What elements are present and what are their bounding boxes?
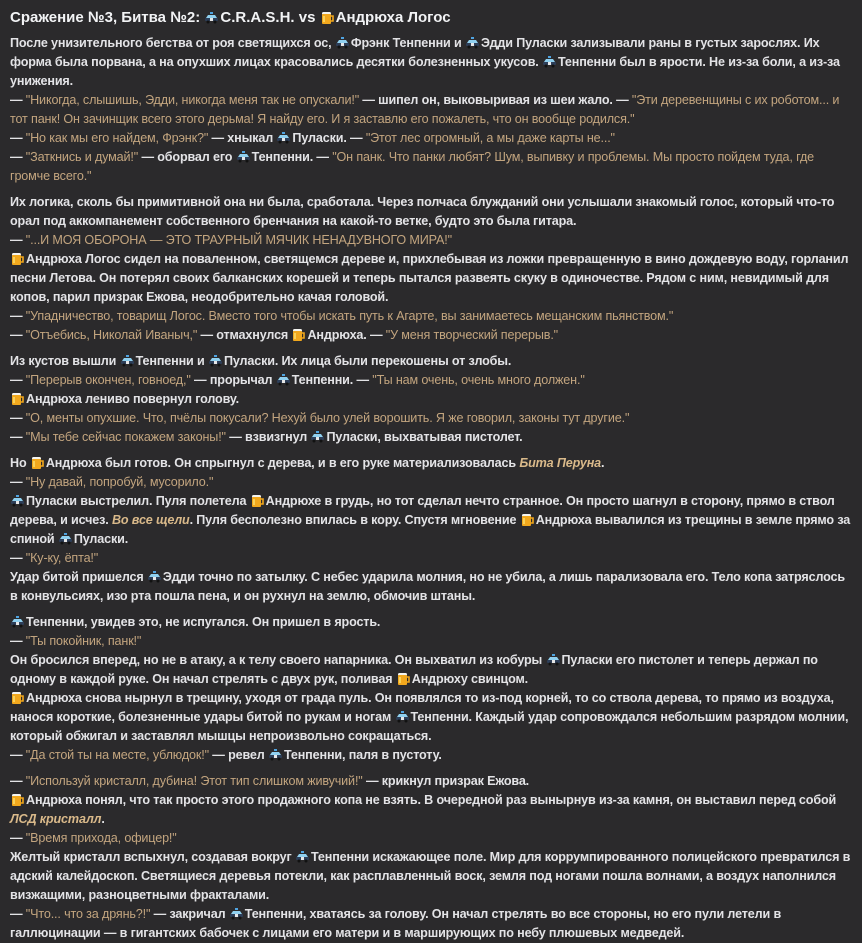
dialogue-quote: "Время прихода, офицер!" bbox=[25, 831, 177, 845]
narration-text: Эдди Пуласки зализывали раны в густых зарослях. Их форма была порвана, а на опухших лицах красовались десятки болезненных укусов. bbox=[10, 36, 820, 69]
story-line bbox=[10, 231, 852, 250]
item-name: Бита Перуна bbox=[519, 456, 602, 470]
story-body bbox=[10, 34, 852, 943]
story-line bbox=[10, 651, 852, 689]
narration-text: Тенпенни. — bbox=[291, 373, 373, 387]
police-car-icon bbox=[335, 36, 350, 49]
story-line bbox=[10, 905, 852, 943]
story-line bbox=[10, 689, 852, 746]
story-line bbox=[10, 193, 852, 231]
story-line bbox=[10, 129, 852, 148]
story-line bbox=[10, 549, 852, 568]
dialogue-quote: "...И МОЯ ОБОРОНА — ЭТО ТРАУРНЫЙ МЯЧИК НЕНАДУВНОГО МИРА!" bbox=[25, 233, 452, 247]
dialogue-quote: "Ну давай, попробуй, мусорило." bbox=[25, 475, 214, 489]
narration-text: Он бросился вперед, но не в атаку, а к телу своего напарника. Он выхватил из кобуры bbox=[10, 653, 546, 667]
police-car-icon bbox=[295, 850, 310, 863]
police-car-icon bbox=[204, 11, 219, 24]
story-line bbox=[10, 454, 852, 473]
narration-text: — прорычал bbox=[190, 373, 276, 387]
dialogue-quote: "Мы тебе сейчас покажем законы!" bbox=[25, 430, 226, 444]
narration-text: Пуласки. — bbox=[292, 131, 366, 145]
police-car-icon bbox=[276, 373, 291, 386]
narration-text: Андрюха был готов. Он спрыгнул с дерева, и в его руке материализовалась bbox=[45, 456, 520, 470]
narration-text: . bbox=[101, 812, 105, 826]
narration-text: Тенпенни искажающее поле. Мир для коррумпированного полицейского превратился в адский калейдоскоп. Светящиеся деревья потекли, как расплавленный воск, земля под ногами пошла волнами, а воздух наполнился визжащими, разноцветными фракталами. bbox=[10, 850, 851, 902]
dialogue-quote: "Отъебись, Николай Иваныч," bbox=[25, 328, 198, 342]
narration-text: Андрюха Логос сидел на поваленном, светящемся дереве и, прихлебывая из ложки превращенную в вино дождевую воду, горланил песни Летова. Он потерял своих балканских корешей и теперь пытался развеять скуку в одиночестве. Рядом с ним, невидимый для копов, парил призрак Ежова, неодобрительно качая головой. bbox=[10, 252, 849, 304]
police-car-icon bbox=[147, 570, 162, 583]
narration-text: — bbox=[10, 373, 26, 387]
dialogue-quote: "Ку-ку, ёпта!" bbox=[25, 551, 99, 565]
dialogue-quote: "Но как мы его найдем, Фрэнк?" bbox=[25, 131, 209, 145]
narration-text: — bbox=[10, 411, 26, 425]
dialogue-quote: "О, менты опухшие. Что, пчёлы покусали? Нехуй было улей ворошить. Я же говорил, законы тут другие." bbox=[25, 411, 630, 425]
dialogue-quote: "Никогда, слышишь, Эдди, никогда меня так не опускали!" bbox=[25, 93, 360, 107]
narration-text: — bbox=[10, 309, 26, 323]
narration-text: Андрюху свинцом. bbox=[411, 672, 529, 686]
narration-text: — взвизгнул bbox=[225, 430, 311, 444]
story-paragraph-group bbox=[10, 352, 852, 447]
story-line bbox=[10, 632, 852, 651]
dialogue-quote: "Эти деревенщины с их роботом... и тот панк! Он зачинщик всего этого дерьма! Я найду его. И я заставлю его пожалеть, что он вообще родился." bbox=[10, 93, 840, 126]
narration-text: Пуласки. Их лица были перекошены от злобы. bbox=[223, 354, 512, 368]
narration-text: — оборвал его bbox=[138, 150, 236, 164]
narration-text: — bbox=[10, 93, 26, 107]
dialogue-quote: "Упадничество, товарищ Логос. Вместо того чтобы искать путь к Агарте, вы занимаетесь мещанским пьянством." bbox=[25, 309, 674, 323]
police-car-icon bbox=[236, 150, 251, 163]
story-line bbox=[10, 473, 852, 492]
narration-text: Из кустов вышли bbox=[10, 354, 120, 368]
story-line bbox=[10, 307, 852, 326]
police-car-icon bbox=[542, 55, 557, 68]
narration-text: Тенпенни, хватаясь за голову. Он начал стрелять во все стороны, но его пули летели в галлюцинации — в гигантских бабочек с лицами его матери и в марширующих по небу плюшевых медведей. bbox=[10, 907, 782, 940]
dialogue-quote: "Что... что за дрянь?!" bbox=[25, 907, 151, 921]
police-car-icon bbox=[276, 131, 291, 144]
narration-text: Но bbox=[10, 456, 30, 470]
narration-text: Пуласки его пистолет и теперь держал по одному в каждой руке. Он начал стрелять с двух рук, поливая bbox=[10, 653, 818, 686]
dialogue-quote: "Этот лес огромный, а мы даже карты не..." bbox=[365, 131, 615, 145]
narration-text: Удар битой пришелся bbox=[10, 570, 147, 584]
narration-text: — отмахнулся bbox=[197, 328, 292, 342]
narration-text: Желтый кристалл вспыхнул, создавая вокруг bbox=[10, 850, 295, 864]
beer-mug-icon bbox=[30, 456, 45, 469]
story-line bbox=[10, 371, 852, 390]
narration-text: Эдди точно по затылку. С небес ударила молния, но не убила, а лишь парализовала его. Тело копа затряслось в конвульсиях, изо рта пошла пена, и он рухнул на землю, обмочив штаны. bbox=[10, 570, 845, 603]
story-paragraph-group bbox=[10, 772, 852, 943]
dialogue-quote: "Заткнись и думай!" bbox=[25, 150, 139, 164]
story-paragraph-group bbox=[10, 454, 852, 606]
narration-text: C.R.A.S.H. vs bbox=[220, 9, 320, 26]
police-car-icon bbox=[120, 354, 135, 367]
narration-text: — bbox=[10, 475, 26, 489]
narration-text: Тенпенни, увидев это, не испугался. Он пришел в ярость. bbox=[26, 615, 381, 629]
narration-text: — bbox=[10, 328, 26, 342]
story-line bbox=[10, 848, 852, 905]
story-line bbox=[10, 829, 852, 848]
story-line bbox=[10, 791, 852, 829]
narration-text: Андрюха вывалился из трещины в земле прямо за спиной bbox=[10, 513, 851, 546]
police-car-icon bbox=[58, 532, 73, 545]
dialogue-quote: "Используй кристалл, дубина! Этот тип слишком живучий!" bbox=[25, 774, 363, 788]
police-car-icon bbox=[546, 653, 561, 666]
dialogue-quote: "Ты покойник, панк!" bbox=[25, 634, 142, 648]
story-line bbox=[10, 492, 852, 549]
police-car-icon bbox=[310, 430, 325, 443]
police-car-icon bbox=[395, 710, 410, 723]
narration-text: — шипел он, выковыривая из шеи жало. — bbox=[359, 93, 632, 107]
story-paragraph-group bbox=[10, 34, 852, 186]
beer-mug-icon bbox=[10, 252, 25, 265]
police-car-icon bbox=[10, 494, 25, 507]
narration-text: Их логика, сколь бы примитивной она ни была, сработала. Через полчаса блужданий они услышали знакомый голос, который что-то орал под аккомпанемент собственного бренчания на какой-то ветке, будто это была гитара. bbox=[10, 195, 835, 228]
story-line bbox=[10, 91, 852, 129]
police-car-icon bbox=[229, 907, 244, 920]
narration-text: — bbox=[10, 907, 26, 921]
narration-text: После унизительного бегства от роя светящихся ос, bbox=[10, 36, 335, 50]
story-paragraph-group bbox=[10, 193, 852, 345]
narration-text: Андрюха снова нырнул в трещину, уходя от града пуль. Он появлялся то из-под корней, то со ствола дерева, то прямо из воздуха, нанося короткие, болезненные удары битой по рукам и ногам bbox=[10, 691, 834, 724]
narration-text: . bbox=[601, 456, 605, 470]
beer-mug-icon bbox=[320, 11, 335, 24]
story-paragraph-group bbox=[10, 613, 852, 765]
item-name: Во все щели bbox=[111, 513, 190, 527]
narration-text: . Пуля бесполезно впилась в кору. Спустя мгновение bbox=[189, 513, 520, 527]
story-line bbox=[10, 148, 852, 186]
police-car-icon bbox=[268, 748, 283, 761]
story-line bbox=[10, 34, 852, 91]
narration-text: Пуласки выстрелил. Пуля полетела bbox=[26, 494, 250, 508]
dialogue-quote: "Да стой ты на месте, ублюдок!" bbox=[25, 748, 209, 762]
dialogue-quote: "У меня творческий перерыв." bbox=[385, 328, 559, 342]
narration-text: Андрюха Логос bbox=[335, 9, 451, 26]
dialogue-quote: "Ты нам очень, очень много должен." bbox=[372, 373, 585, 387]
beer-mug-icon bbox=[291, 328, 306, 341]
dialogue-quote: "Он панк. Что панки любят? Шум, выпивку и проблемы. Мы просто пойдем туда, где громче всего." bbox=[10, 150, 815, 183]
beer-mug-icon bbox=[10, 392, 25, 405]
narration-text: — закричал bbox=[150, 907, 229, 921]
narration-text: Пуласки. bbox=[73, 532, 129, 546]
narration-text: — bbox=[10, 131, 26, 145]
beer-mug-icon bbox=[520, 513, 535, 526]
narration-text: Андрюхе в грудь, но тот сделал нечто странное. Он просто шагнул в сторону, прямо в ствол дерева, и исчез. bbox=[10, 494, 835, 527]
beer-mug-icon bbox=[10, 793, 25, 806]
beer-mug-icon bbox=[250, 494, 265, 507]
narration-text: Тенпенни. — bbox=[251, 150, 333, 164]
story-line bbox=[10, 613, 852, 632]
narration-text: Пуласки, выхватывая пистолет. bbox=[326, 430, 523, 444]
story-line bbox=[10, 409, 852, 428]
narration-text: Тенпенни. Каждый удар сопровождался небольшим разрядом молнии, который обжигал и заставлял мышцы непроизвольно сокращаться. bbox=[10, 710, 849, 743]
narration-text: Фрэнк Тенпенни и bbox=[350, 36, 465, 50]
police-car-icon bbox=[10, 615, 25, 628]
item-name: ЛСД кристалл bbox=[10, 812, 102, 826]
narration-text: Андрюха понял, что так просто этого продажного копа не взять. В очередной раз вынырнув из-за камня, он выставил перед собой bbox=[26, 793, 837, 807]
story-title bbox=[10, 6, 852, 30]
narration-text: — bbox=[10, 150, 26, 164]
narration-text: — bbox=[10, 233, 26, 247]
narration-text: — bbox=[10, 774, 26, 788]
narration-text: Тенпенни и bbox=[135, 354, 208, 368]
story-line bbox=[10, 746, 852, 765]
police-car-icon bbox=[465, 36, 480, 49]
narration-text: — bbox=[10, 831, 26, 845]
police-car-icon bbox=[208, 354, 223, 367]
narration-text: Андрюха лениво повернул голову. bbox=[26, 392, 239, 406]
story-line bbox=[10, 390, 852, 409]
narration-text: Сражение №3, Битва №2: bbox=[10, 9, 205, 26]
story-line bbox=[10, 326, 852, 345]
story-line bbox=[10, 568, 852, 606]
story-line bbox=[10, 772, 852, 791]
story-line bbox=[10, 428, 852, 447]
beer-mug-icon bbox=[10, 691, 25, 704]
narration-text: — хныкал bbox=[208, 131, 277, 145]
narration-text: — bbox=[10, 748, 26, 762]
narration-text: — крикнул призрак Ежова. bbox=[362, 774, 530, 788]
story-line bbox=[10, 250, 852, 307]
narration-text: Тенпенни был в ярости. Не из-за боли, а из-за унижения. bbox=[10, 55, 840, 88]
narration-text: — bbox=[10, 634, 26, 648]
story-line bbox=[10, 352, 852, 371]
narration-text: — ревел bbox=[208, 748, 268, 762]
narration-text: Андрюха. — bbox=[307, 328, 386, 342]
dialogue-quote: "Перерыв окончен, говноед," bbox=[25, 373, 191, 387]
narration-text: Тенпенни, паля в пустоту. bbox=[283, 748, 442, 762]
narration-text: — bbox=[10, 551, 26, 565]
narration-text: — bbox=[10, 430, 26, 444]
beer-mug-icon bbox=[396, 672, 411, 685]
